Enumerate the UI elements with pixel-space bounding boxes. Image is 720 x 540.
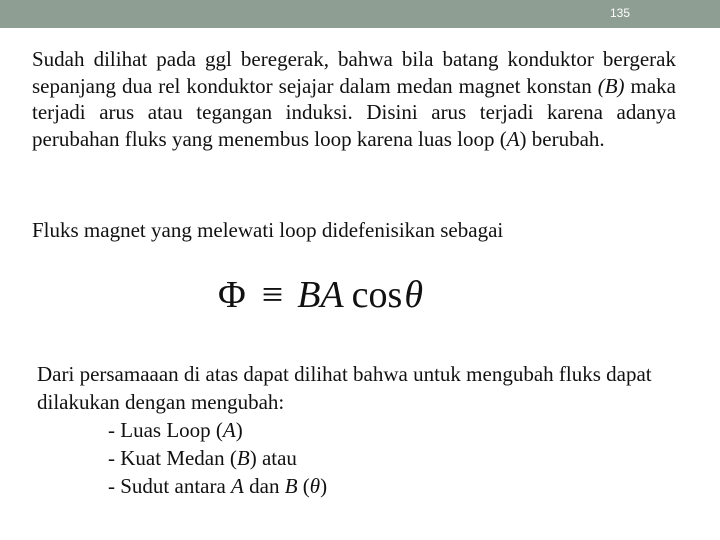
formula-phi: Φ [218,274,246,316]
header-bar [0,0,720,28]
flux-formula [218,270,423,320]
list-item-area-var: A [222,418,236,442]
definition-paragraph: Fluks magnet yang melewati loop didefenisikan sebagai [32,218,504,242]
list-item-field-var: B [236,446,250,470]
list-item-angle-open: ( [297,474,310,498]
formula-theta: θ [404,274,423,316]
intro-text-part1: Sudah dilihat pada ggl beregerak, bahwa bila batang konduktor bergerak sepanjang dua rel konduktor sejajar dalam medan magnet konstan [32,47,676,98]
page-number: 135 [609,6,631,20]
list-item-angle-prefix: - Sudut antara [108,474,232,498]
list-item-field-prefix: - Kuat Medan ( [108,446,237,470]
formula-ba: BA [297,274,344,316]
intro-paragraph [32,46,676,152]
formula-equiv: ≡ [261,274,284,316]
list-item-angle-theta: θ [309,474,321,498]
list-item-angle-mid: dan [243,474,285,498]
intro-text-part3: ) berubah. [519,126,605,151]
intro-text-part2: maka terjadi arus atau tegangan induksi. Disini arus terjadi karena adanya perubahan fluks yang menembus loop karena luas loop ( [32,73,676,151]
list-item-area-suffix: ) [235,418,243,442]
list-item-area [108,416,327,444]
variable-a: A [506,126,520,151]
list-item-field-suffix: ) atau [249,446,297,470]
variable-b: (B) [597,73,625,98]
list-item-field [108,444,327,472]
list-item-angle-var-b: B [284,474,298,498]
list-item-angle-var-a: A [231,474,244,498]
change-methods-list [108,416,327,500]
formula-cos: cos [351,274,403,316]
list-item-angle [108,472,327,500]
list-item-area-prefix: - Luas Loop ( [108,418,223,442]
conclusion-paragraph: Dari persamaaan di atas dapat dilihat bahwa untuk mengubah fluks dapat dilakukan dengan mengubah: [37,362,652,414]
list-item-angle-close: ) [320,474,328,498]
